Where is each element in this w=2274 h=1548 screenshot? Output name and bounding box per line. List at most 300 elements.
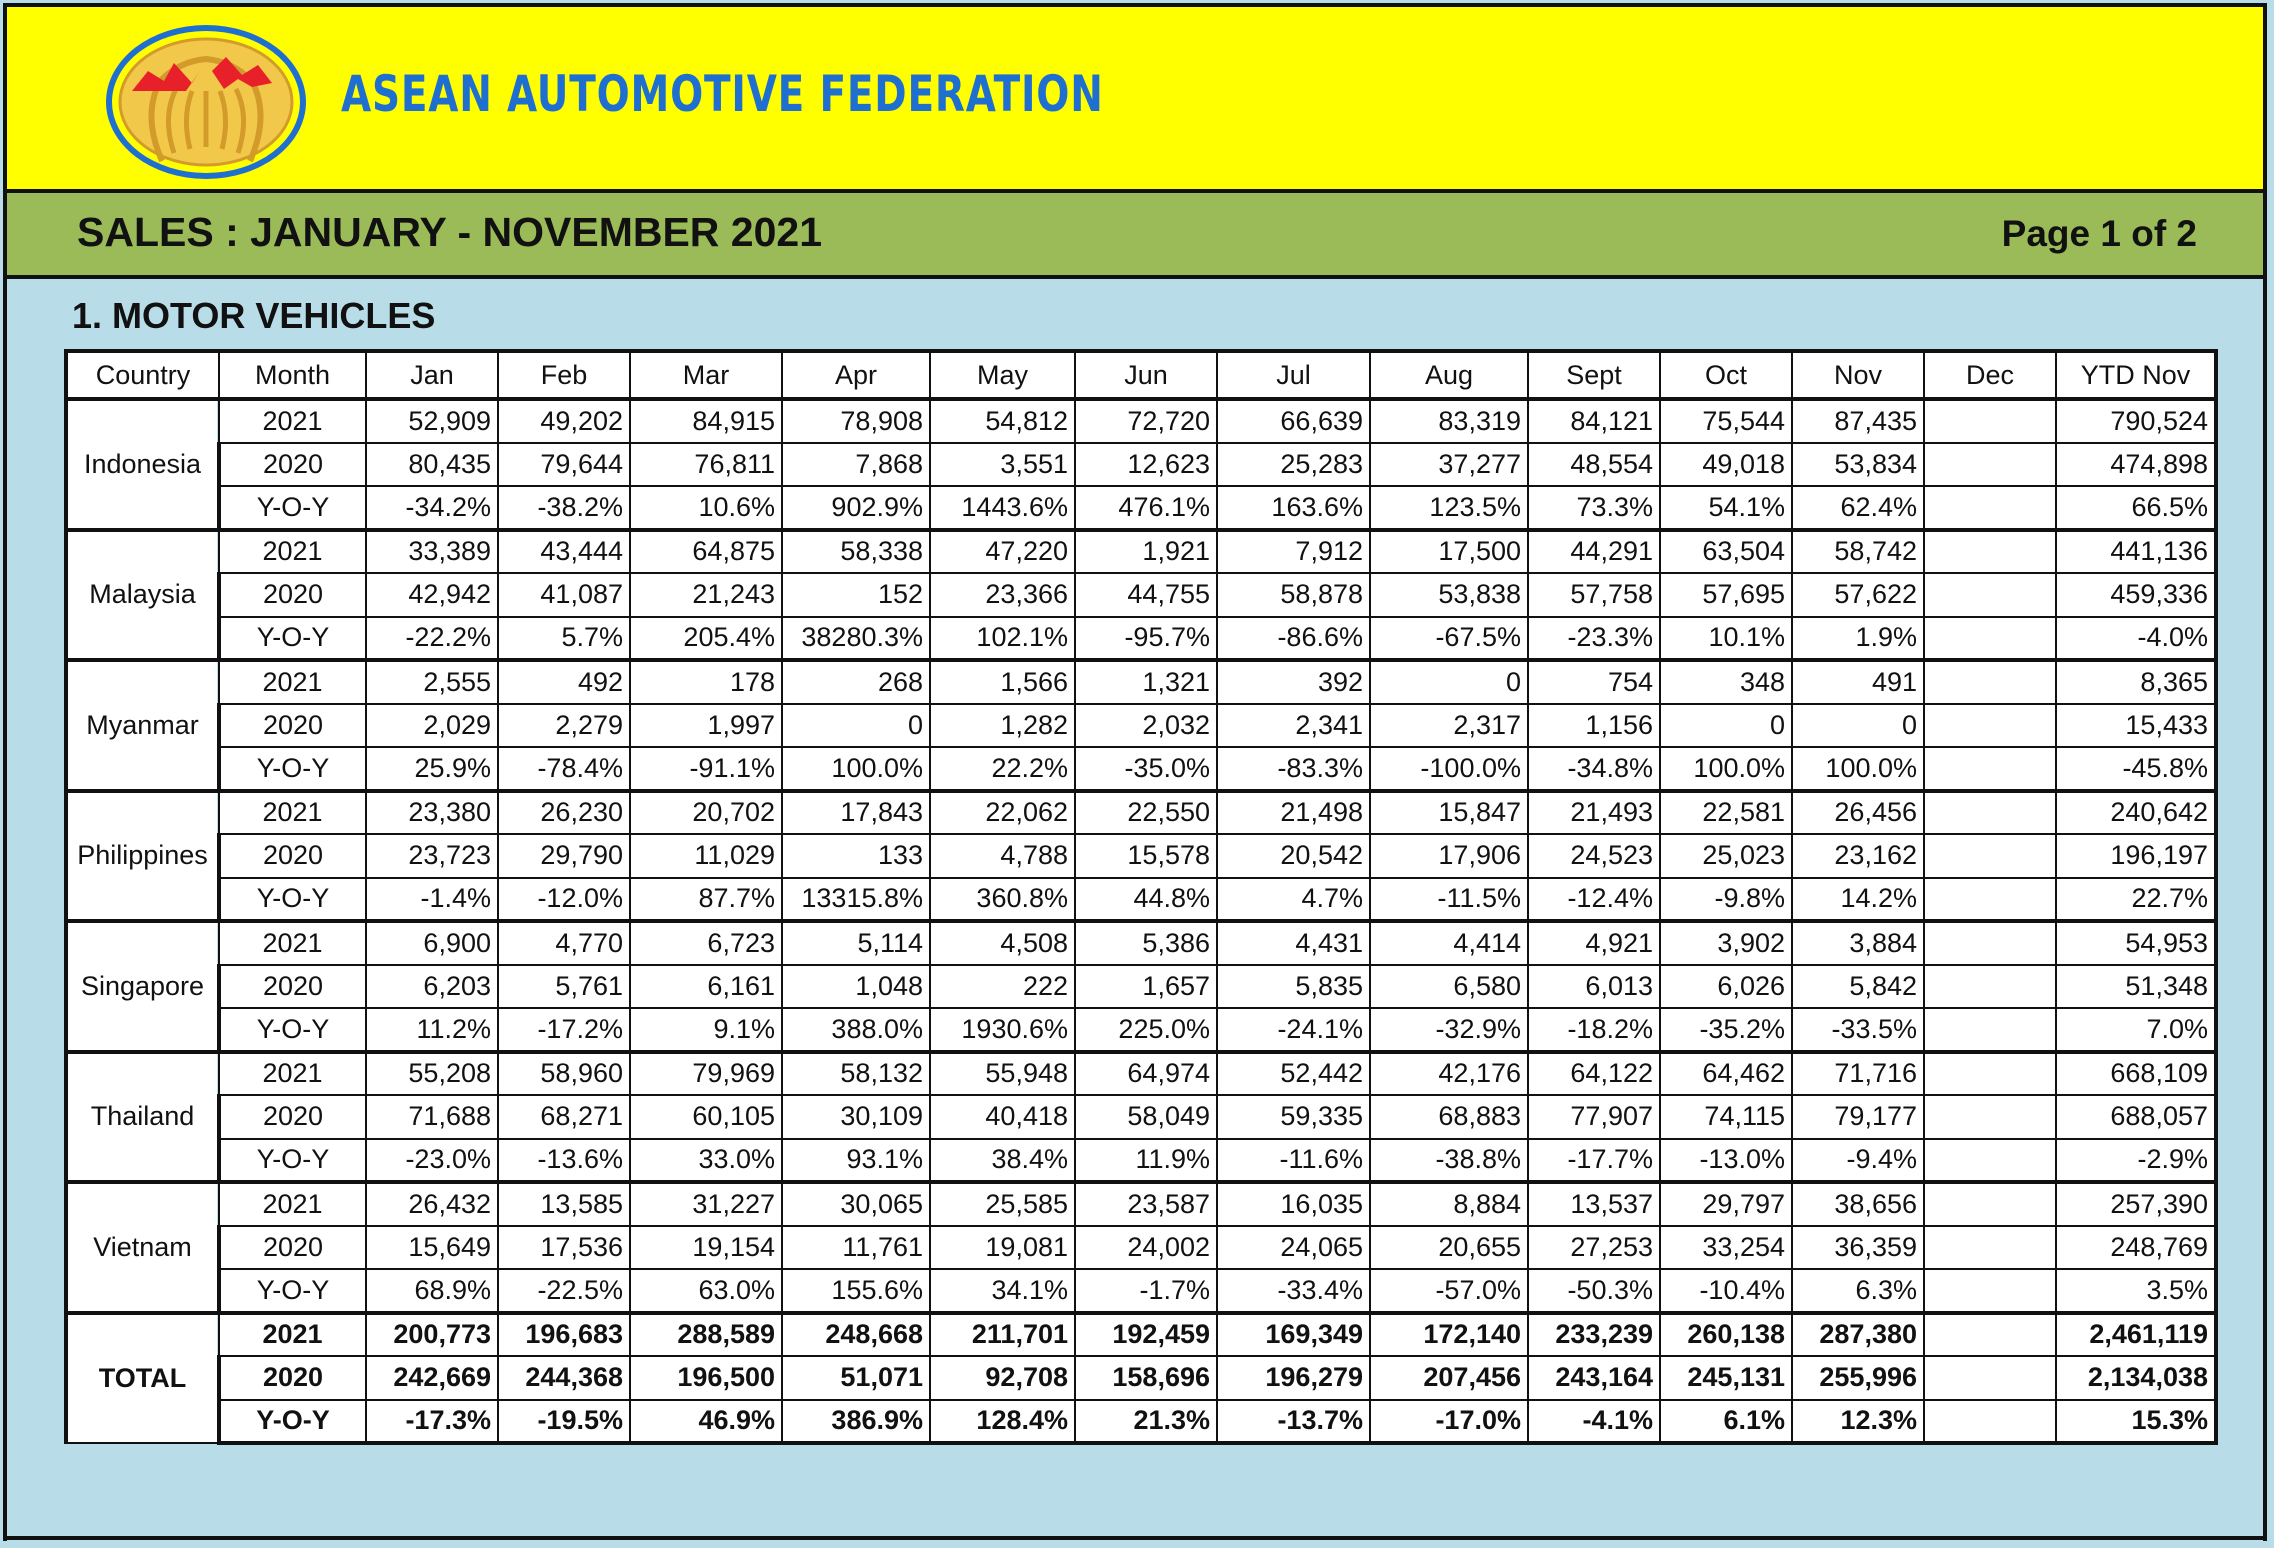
value-cell: -13.7%	[1217, 1400, 1370, 1444]
row-label-cell: 2020	[219, 573, 366, 617]
value-cell: -57.0%	[1370, 1269, 1528, 1313]
column-header: May	[930, 351, 1075, 399]
value-cell: 11.2%	[366, 1008, 498, 1052]
value-cell: -11.5%	[1370, 878, 1528, 922]
country-cell: Malaysia	[66, 530, 219, 661]
value-cell: 51,071	[782, 1356, 930, 1400]
value-cell: -17.7%	[1528, 1139, 1660, 1183]
value-cell: 6,013	[1528, 965, 1660, 1009]
column-header: Country	[66, 351, 219, 399]
value-cell: -83.3%	[1217, 747, 1370, 791]
table-row	[66, 1095, 2216, 1139]
table-body	[66, 399, 2216, 1443]
value-cell: 7,912	[1217, 530, 1370, 574]
value-cell	[1924, 573, 2056, 617]
value-cell	[1924, 1313, 2056, 1357]
value-cell: -9.8%	[1660, 878, 1792, 922]
value-cell: 36,359	[1792, 1226, 1924, 1270]
value-cell: 474,898	[2056, 443, 2216, 487]
value-cell: 62.4%	[1792, 486, 1924, 530]
value-cell: 84,121	[1528, 399, 1660, 443]
value-cell: 66,639	[1217, 399, 1370, 443]
row-label-cell: Y-O-Y	[219, 1008, 366, 1052]
row-label-cell: 2020	[219, 1226, 366, 1270]
row-label-cell: Y-O-Y	[219, 878, 366, 922]
value-cell: 52,442	[1217, 1052, 1370, 1096]
value-cell: -18.2%	[1528, 1008, 1660, 1052]
value-cell: 3,551	[930, 443, 1075, 487]
value-cell: -33.5%	[1792, 1008, 1924, 1052]
value-cell: 17,536	[498, 1226, 630, 1270]
value-cell: 211,701	[930, 1313, 1075, 1357]
value-cell: 44,755	[1075, 573, 1217, 617]
value-cell: 100.0%	[782, 747, 930, 791]
value-cell: -12.0%	[498, 878, 630, 922]
value-cell: 0	[1792, 704, 1924, 748]
value-cell: 3,884	[1792, 921, 1924, 965]
value-cell: 23,162	[1792, 834, 1924, 878]
value-cell: 75,544	[1660, 399, 1792, 443]
value-cell: 33,254	[1660, 1226, 1792, 1270]
value-cell: 12.3%	[1792, 1400, 1924, 1444]
value-cell: -17.0%	[1370, 1400, 1528, 1444]
value-cell: 72,720	[1075, 399, 1217, 443]
value-cell: 58,338	[782, 530, 930, 574]
value-cell: 255,996	[1792, 1356, 1924, 1400]
table-row	[66, 530, 2216, 574]
value-cell: 49,202	[498, 399, 630, 443]
value-cell: 71,716	[1792, 1052, 1924, 1096]
value-cell	[1924, 443, 2056, 487]
value-cell: 17,906	[1370, 834, 1528, 878]
value-cell: -45.8%	[2056, 747, 2216, 791]
value-cell: 10.1%	[1660, 617, 1792, 661]
value-cell: -23.3%	[1528, 617, 1660, 661]
value-cell: 1,921	[1075, 530, 1217, 574]
value-cell: 1,282	[930, 704, 1075, 748]
value-cell	[1924, 878, 2056, 922]
value-cell: 287,380	[1792, 1313, 1924, 1357]
value-cell: 79,969	[630, 1052, 782, 1096]
value-cell: 7.0%	[2056, 1008, 2216, 1052]
value-cell: -23.0%	[366, 1139, 498, 1183]
table-row	[66, 1052, 2216, 1096]
value-cell: -24.1%	[1217, 1008, 1370, 1052]
value-cell: 41,087	[498, 573, 630, 617]
value-cell: 78,908	[782, 399, 930, 443]
value-cell: 51,348	[2056, 965, 2216, 1009]
value-cell: 48,554	[1528, 443, 1660, 487]
value-cell: -2.9%	[2056, 1139, 2216, 1183]
value-cell: 21,243	[630, 573, 782, 617]
value-cell	[1924, 704, 2056, 748]
value-cell: 29,797	[1660, 1182, 1792, 1226]
value-cell: 30,109	[782, 1095, 930, 1139]
column-header: Dec	[1924, 351, 2056, 399]
value-cell: 6,203	[366, 965, 498, 1009]
value-cell: 8,884	[1370, 1182, 1528, 1226]
value-cell: 133	[782, 834, 930, 878]
value-cell: -22.2%	[366, 617, 498, 661]
value-cell: -19.5%	[498, 1400, 630, 1444]
bottom-divider	[3, 1536, 2267, 1540]
value-cell: 17,843	[782, 791, 930, 835]
value-cell: 268	[782, 660, 930, 704]
value-cell: 10.6%	[630, 486, 782, 530]
row-label-cell: Y-O-Y	[219, 1139, 366, 1183]
row-label-cell: 2021	[219, 1313, 366, 1357]
value-cell: 5,761	[498, 965, 630, 1009]
value-cell: 19,154	[630, 1226, 782, 1270]
value-cell: 5,842	[1792, 965, 1924, 1009]
value-cell: 4,508	[930, 921, 1075, 965]
value-cell: 155.6%	[782, 1269, 930, 1313]
value-cell: -35.0%	[1075, 747, 1217, 791]
value-cell: 25.9%	[366, 747, 498, 791]
value-cell: 55,948	[930, 1052, 1075, 1096]
value-cell: 4,770	[498, 921, 630, 965]
value-cell: 5,114	[782, 921, 930, 965]
value-cell: 15,847	[1370, 791, 1528, 835]
column-header: Oct	[1660, 351, 1792, 399]
value-cell: 74,115	[1660, 1095, 1792, 1139]
value-cell: 688,057	[2056, 1095, 2216, 1139]
value-cell: 53,838	[1370, 573, 1528, 617]
value-cell: -4.1%	[1528, 1400, 1660, 1444]
value-cell: 4,431	[1217, 921, 1370, 965]
value-cell	[1924, 1139, 2056, 1183]
value-cell: 491	[1792, 660, 1924, 704]
country-cell: Myanmar	[66, 660, 219, 791]
value-cell: -17.3%	[366, 1400, 498, 1444]
value-cell: 196,500	[630, 1356, 782, 1400]
value-cell: 57,758	[1528, 573, 1660, 617]
value-cell	[1924, 486, 2056, 530]
value-cell: 1,048	[782, 965, 930, 1009]
country-cell: Philippines	[66, 791, 219, 922]
value-cell: 360.8%	[930, 878, 1075, 922]
value-cell: 64,122	[1528, 1052, 1660, 1096]
value-cell: 476.1%	[1075, 486, 1217, 530]
table-row	[66, 1226, 2216, 1270]
value-cell: 11,029	[630, 834, 782, 878]
value-cell: 8,365	[2056, 660, 2216, 704]
value-cell: 34.1%	[930, 1269, 1075, 1313]
value-cell: 12,623	[1075, 443, 1217, 487]
title-bar	[3, 193, 2267, 279]
value-cell: 245,131	[1660, 1356, 1792, 1400]
row-label-cell: Y-O-Y	[219, 617, 366, 661]
row-label-cell: Y-O-Y	[219, 747, 366, 791]
value-cell: 22,581	[1660, 791, 1792, 835]
value-cell: 46.9%	[630, 1400, 782, 1444]
value-cell: 63.0%	[630, 1269, 782, 1313]
value-cell: -38.2%	[498, 486, 630, 530]
value-cell: 4,788	[930, 834, 1075, 878]
value-cell: 58,742	[1792, 530, 1924, 574]
value-cell: 49,018	[1660, 443, 1792, 487]
value-cell: 6.1%	[1660, 1400, 1792, 1444]
value-cell: 248,668	[782, 1313, 930, 1357]
table-row	[66, 1182, 2216, 1226]
row-label-cell: 2020	[219, 1356, 366, 1400]
page-number: Page 1 of 2	[2001, 213, 2197, 254]
value-cell: 71,688	[366, 1095, 498, 1139]
value-cell: 26,230	[498, 791, 630, 835]
value-cell: 0	[1370, 660, 1528, 704]
value-cell: 128.4%	[930, 1400, 1075, 1444]
value-cell: -4.0%	[2056, 617, 2216, 661]
sales-table	[64, 349, 2218, 1445]
column-header: Sept	[1528, 351, 1660, 399]
value-cell: 754	[1528, 660, 1660, 704]
row-label-cell: 2020	[219, 965, 366, 1009]
value-cell: 73.3%	[1528, 486, 1660, 530]
value-cell: 242,669	[366, 1356, 498, 1400]
value-cell: 80,435	[366, 443, 498, 487]
value-cell: 192,459	[1075, 1313, 1217, 1357]
value-cell: 244,368	[498, 1356, 630, 1400]
value-cell: 2,461,119	[2056, 1313, 2216, 1357]
row-label-cell: 2021	[219, 1052, 366, 1096]
value-cell: -12.4%	[1528, 878, 1660, 922]
value-cell: -78.4%	[498, 747, 630, 791]
value-cell: -13.6%	[498, 1139, 630, 1183]
value-cell: 4,921	[1528, 921, 1660, 965]
value-cell: 5,835	[1217, 965, 1370, 1009]
value-cell: 20,655	[1370, 1226, 1528, 1270]
value-cell: 52,909	[366, 399, 498, 443]
value-cell: 196,197	[2056, 834, 2216, 878]
value-cell	[1924, 660, 2056, 704]
value-cell: 30,065	[782, 1182, 930, 1226]
organization-name: ASEAN AUTOMOTIVE FEDERATION	[341, 65, 1104, 123]
value-cell: -1.7%	[1075, 1269, 1217, 1313]
value-cell: 31,227	[630, 1182, 782, 1226]
value-cell: 68,883	[1370, 1095, 1528, 1139]
value-cell	[1924, 1052, 2056, 1096]
section-title: 1. MOTOR VEHICLES	[72, 295, 436, 336]
value-cell: 2,032	[1075, 704, 1217, 748]
value-cell: 54,953	[2056, 921, 2216, 965]
row-label-cell: Y-O-Y	[219, 1269, 366, 1313]
row-label-cell: 2021	[219, 1182, 366, 1226]
value-cell	[1924, 1095, 2056, 1139]
value-cell: -10.4%	[1660, 1269, 1792, 1313]
value-cell: 21,498	[1217, 791, 1370, 835]
value-cell	[1924, 1226, 2056, 1270]
value-cell: 2,317	[1370, 704, 1528, 748]
value-cell: 4,414	[1370, 921, 1528, 965]
value-cell: 21,493	[1528, 791, 1660, 835]
value-cell: 668,109	[2056, 1052, 2216, 1096]
value-cell: 11.9%	[1075, 1139, 1217, 1183]
value-cell: 16,035	[1217, 1182, 1370, 1226]
value-cell: 790,524	[2056, 399, 2216, 443]
value-cell: -13.0%	[1660, 1139, 1792, 1183]
value-cell: 348	[1660, 660, 1792, 704]
value-cell: 4.7%	[1217, 878, 1370, 922]
table-row	[66, 921, 2216, 965]
header-banner	[3, 3, 2267, 193]
value-cell: 29,790	[498, 834, 630, 878]
value-cell: 38280.3%	[782, 617, 930, 661]
value-cell: 53,834	[1792, 443, 1924, 487]
value-cell: 42,176	[1370, 1052, 1528, 1096]
value-cell: 222	[930, 965, 1075, 1009]
value-cell: 14.2%	[1792, 878, 1924, 922]
row-label-cell: 2021	[219, 399, 366, 443]
table-row	[66, 1139, 2216, 1183]
value-cell: 64,462	[1660, 1052, 1792, 1096]
value-cell	[1924, 747, 2056, 791]
value-cell: 172,140	[1370, 1313, 1528, 1357]
value-cell: 1,566	[930, 660, 1075, 704]
value-cell: 25,023	[1660, 834, 1792, 878]
column-header: Jul	[1217, 351, 1370, 399]
value-cell: 79,177	[1792, 1095, 1924, 1139]
value-cell: 22.7%	[2056, 878, 2216, 922]
value-cell: 6,161	[630, 965, 782, 1009]
value-cell: -67.5%	[1370, 617, 1528, 661]
value-cell: 92,708	[930, 1356, 1075, 1400]
row-label-cell: 2021	[219, 660, 366, 704]
value-cell: 225.0%	[1075, 1008, 1217, 1052]
value-cell: 25,283	[1217, 443, 1370, 487]
value-cell: 13,537	[1528, 1182, 1660, 1226]
table-row	[66, 1008, 2216, 1052]
value-cell: 57,695	[1660, 573, 1792, 617]
value-cell: 260,138	[1660, 1313, 1792, 1357]
table-row	[66, 834, 2216, 878]
value-cell: 158,696	[1075, 1356, 1217, 1400]
value-cell: 6,026	[1660, 965, 1792, 1009]
value-cell	[1924, 399, 2056, 443]
row-label-cell: 2020	[219, 834, 366, 878]
value-cell: 66.5%	[2056, 486, 2216, 530]
column-header: YTD Nov	[2056, 351, 2216, 399]
table-row	[66, 660, 2216, 704]
value-cell: 2,279	[498, 704, 630, 748]
value-cell: 79,644	[498, 443, 630, 487]
value-cell: 63,504	[1660, 530, 1792, 574]
value-cell: 24,065	[1217, 1226, 1370, 1270]
country-cell: Thailand	[66, 1052, 219, 1183]
country-cell: Singapore	[66, 921, 219, 1052]
column-header: Jun	[1075, 351, 1217, 399]
value-cell: 26,432	[366, 1182, 498, 1226]
value-cell: -22.5%	[498, 1269, 630, 1313]
value-cell: -35.2%	[1660, 1008, 1792, 1052]
value-cell: 1,321	[1075, 660, 1217, 704]
value-cell: 47,220	[930, 530, 1075, 574]
value-cell: 102.1%	[930, 617, 1075, 661]
table-row	[66, 1269, 2216, 1313]
value-cell: 386.9%	[782, 1400, 930, 1444]
table-row	[66, 878, 2216, 922]
value-cell: 196,279	[1217, 1356, 1370, 1400]
value-cell: 44.8%	[1075, 878, 1217, 922]
value-cell: 169,349	[1217, 1313, 1370, 1357]
value-cell	[1924, 1269, 2056, 1313]
row-label-cell: 2020	[219, 704, 366, 748]
value-cell: 248,769	[2056, 1226, 2216, 1270]
value-cell: -38.8%	[1370, 1139, 1528, 1183]
value-cell: 1,997	[630, 704, 782, 748]
value-cell: 55,208	[366, 1052, 498, 1096]
value-cell	[1924, 1182, 2056, 1226]
value-cell: 6,900	[366, 921, 498, 965]
table-row	[66, 573, 2216, 617]
value-cell: 163.6%	[1217, 486, 1370, 530]
value-cell: 0	[782, 704, 930, 748]
value-cell: 23,380	[366, 791, 498, 835]
value-cell: 68,271	[498, 1095, 630, 1139]
value-cell: 15,433	[2056, 704, 2216, 748]
value-cell: 22,550	[1075, 791, 1217, 835]
value-cell: 6,580	[1370, 965, 1528, 1009]
value-cell: 64,974	[1075, 1052, 1217, 1096]
table-header-row	[66, 351, 2216, 399]
value-cell: 2,134,038	[2056, 1356, 2216, 1400]
table-row	[66, 747, 2216, 791]
row-label-cell: Y-O-Y	[219, 1400, 366, 1444]
value-cell	[1924, 530, 2056, 574]
value-cell: 6,723	[630, 921, 782, 965]
value-cell: 6.3%	[1792, 1269, 1924, 1313]
table-row	[66, 791, 2216, 835]
value-cell: 243,164	[1528, 1356, 1660, 1400]
value-cell: 459,336	[2056, 573, 2216, 617]
value-cell: 58,960	[498, 1052, 630, 1096]
value-cell: 178	[630, 660, 782, 704]
country-cell: TOTAL	[66, 1313, 219, 1444]
value-cell: -86.6%	[1217, 617, 1370, 661]
column-header: Jan	[366, 351, 498, 399]
value-cell: -11.6%	[1217, 1139, 1370, 1183]
value-cell: 100.0%	[1792, 747, 1924, 791]
value-cell: 2,341	[1217, 704, 1370, 748]
value-cell: 3,902	[1660, 921, 1792, 965]
value-cell: -34.8%	[1528, 747, 1660, 791]
value-cell: -17.2%	[498, 1008, 630, 1052]
value-cell	[1924, 921, 2056, 965]
value-cell: 7,868	[782, 443, 930, 487]
value-cell: 23,723	[366, 834, 498, 878]
value-cell	[1924, 617, 2056, 661]
table-row	[66, 399, 2216, 443]
value-cell: 54,812	[930, 399, 1075, 443]
value-cell	[1924, 1400, 2056, 1444]
value-cell: -33.4%	[1217, 1269, 1370, 1313]
value-cell: 233,239	[1528, 1313, 1660, 1357]
value-cell: 288,589	[630, 1313, 782, 1357]
value-cell: 11,761	[782, 1226, 930, 1270]
column-header: Month	[219, 351, 366, 399]
value-cell: 23,587	[1075, 1182, 1217, 1226]
row-label-cell: 2020	[219, 1095, 366, 1139]
value-cell: -1.4%	[366, 878, 498, 922]
asean-automotive-federation-logo-icon	[102, 21, 310, 183]
table-row	[66, 965, 2216, 1009]
value-cell: -50.3%	[1528, 1269, 1660, 1313]
value-cell: 26,456	[1792, 791, 1924, 835]
value-cell	[1924, 1356, 2056, 1400]
value-cell: 68.9%	[366, 1269, 498, 1313]
row-label-cell: 2021	[219, 530, 366, 574]
table-row	[66, 704, 2216, 748]
column-header: Apr	[782, 351, 930, 399]
